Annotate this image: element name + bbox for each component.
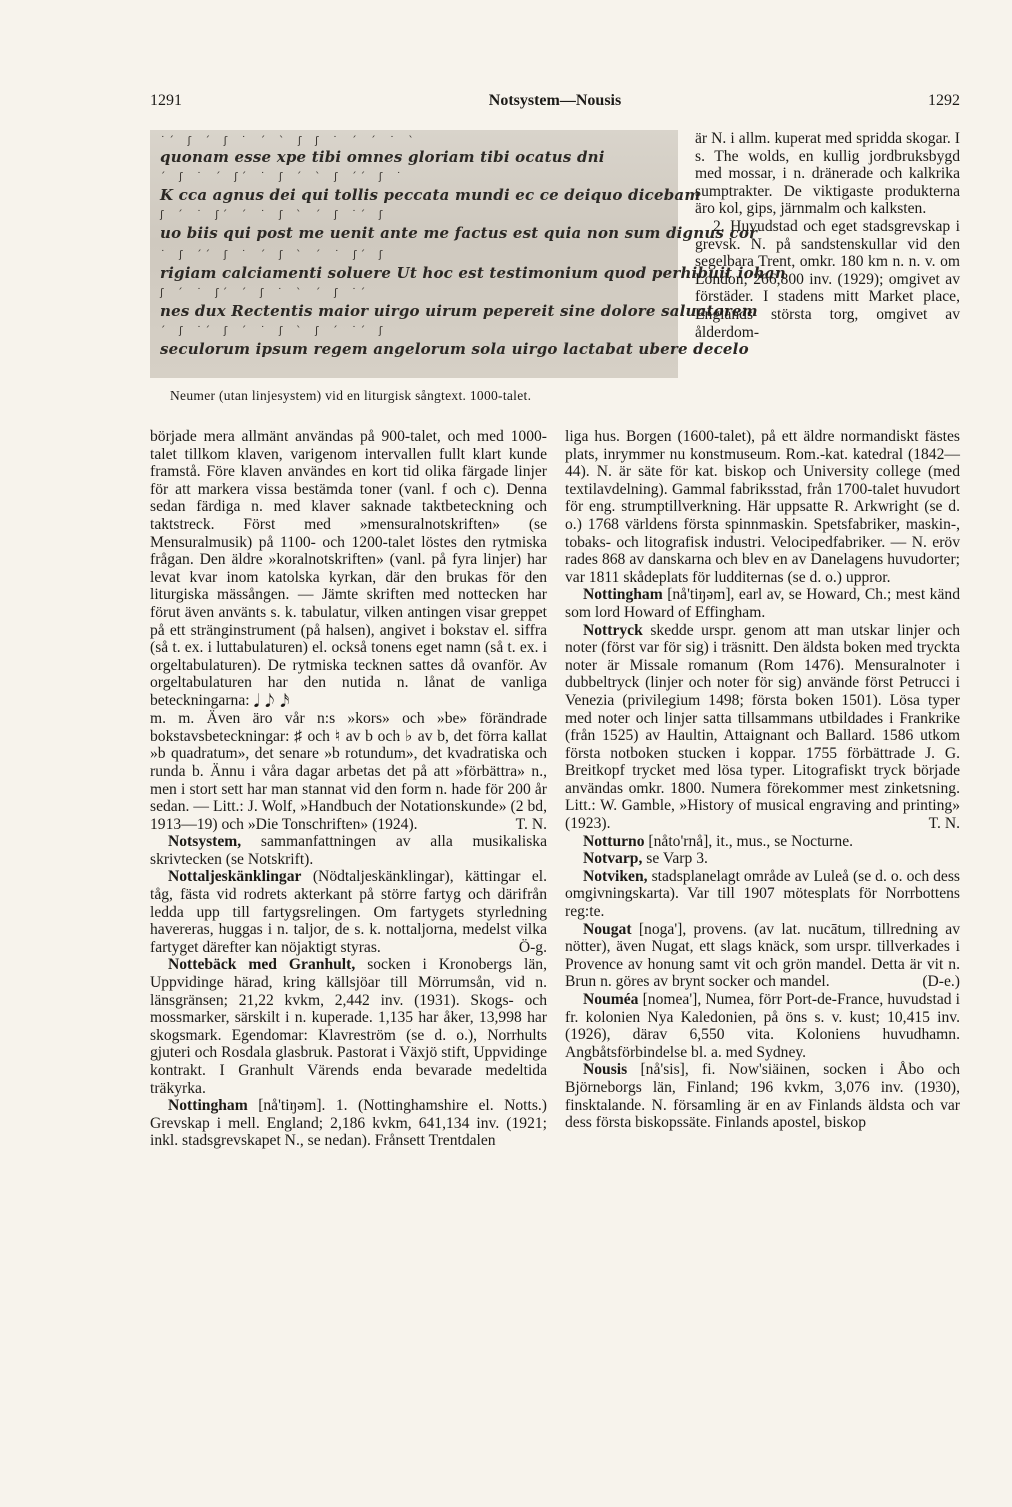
- entry: [150, 956, 547, 1097]
- neume-marks: ´ ʃ ˙ ́ ʃ ´ ˙ ʃ ˋ ʃ ´ ˙ ́ ʃ: [160, 324, 388, 337]
- manuscript-line: seculorum ipsum regem angelorum sola uirgo lactabat ubere decelo: [160, 340, 749, 358]
- note-symbols: 𝅘𝅥 𝅘𝅥𝅮 𝅘𝅥𝅯: [253, 690, 290, 712]
- entry-text: [nå'tiŋəm]. 1. (Nottinghamshire el. Notts.) Grevskap i mell. England; 2,186 kvkm, 641,134 inv. (1921; inkl. stadsgrevskapet N., se nedan). Frånsett Trentdalen: [150, 1097, 547, 1150]
- neume-marks: ʃ ´ ˙ ʃ ́ ´ ʃ ˙ ˋ ´ ʃ ˙ ́: [160, 286, 371, 299]
- running-header: [150, 92, 960, 116]
- entry-headword: Nottingham: [583, 586, 663, 604]
- entry-headword: Nottingham: [168, 1097, 248, 1115]
- signature: Ö-g.: [518, 938, 547, 956]
- entry: [565, 850, 960, 868]
- entry-headword: Notvarp,: [583, 850, 643, 868]
- manuscript-line: quonam esse xpe tibi omnes gloriam tibi ocatus dni: [160, 148, 605, 166]
- page-number-right: 1292: [928, 92, 960, 109]
- signature: T. N.: [928, 815, 960, 833]
- text-paragraph: är N. i allm. kuperat med spridda skogar. I s. The wolds, en kullig jordbruksbygd med mossar, i n. dränerade och kalkrika sumptrakter. De viktigaste produkterna äro kol, gips, järnmalm och kalksten.: [695, 130, 960, 218]
- entry-text: sammanfattningen av alla musikaliska skrivtecken (se Notskrift).: [150, 833, 547, 868]
- signature: (D-e.): [922, 973, 960, 991]
- entry: [150, 833, 547, 868]
- entry-headword: Nouméa: [583, 991, 639, 1008]
- neume-marks: ˙ ́ ʃ ´ ʃ ˙ ´ ˋ ʃ ʃ ˙ ´ ´ ˙ ˋ: [160, 134, 419, 147]
- entry-headword: Nousis: [583, 1061, 628, 1079]
- text-paragraph: liga hus. Borgen (1600-talet), på ett äldre normandiskt fästes plats, inrymmer nu konstmuseum. Rom.-kat. katedral (1842—44). N. är säte för kat. biskop och University college (med textilavdelning). Gammal fabriksstad, från 1700-talet huvudort för eng. strumptillverkning. Här uppsatte R. Arkwright (se d. o.) 1768 världens första spinnmaskin. Spetsfabriker, maskin-, tobaks- och litografisk industri. Velocipedfabriker. — N. eröv rades 868 av danskarna och blev en av Danelagens huvudorter; var 1811 skådeplats för ludditernas (se d. o.) uppror.: [565, 428, 960, 586]
- left-column: [150, 428, 547, 1150]
- entry: [565, 586, 960, 621]
- text-paragraph: 2. Huvudstad och eget stadsgrevskap i grevsk. N. på sandstenskullar vid den segelbara Trent, omkr. 180 km n. n. v. om London; 266,800 inv. (1929); omgivet av förstäder. I stadens mitt Market place, Englands största torg, omgivet av ålderdom-: [695, 217, 960, 341]
- entry: [565, 1061, 960, 1131]
- text-paragraph: [150, 428, 547, 710]
- entry-text: [nomea'], Numea, förr Port-de-France, huvudstad i fr. kolonien Nya Kaledonien, på öns s. v. kust; 10,415 inv. (1926), därav 6,550 vita. Koloniens huvudhamn. Angbåtsförbindelse bl. a. med Sydney.: [565, 991, 960, 1061]
- right-column: [565, 428, 960, 1132]
- manuscript-line: rigiam calciamenti soluere Ut hoc est testimonium quod perhibuit iohan: [160, 264, 786, 282]
- entry: [565, 921, 960, 991]
- entry: [150, 1097, 547, 1150]
- signature: T. N.: [515, 815, 547, 833]
- entry: [150, 868, 547, 956]
- neume-marks: ˙ ʃ ´ ́ ʃ ˙ ´ ʃ ˋ ´ ˙ ʃ ́ ʃ: [160, 248, 388, 261]
- entry-text: [nå'tiŋəm], earl av, se Howard, Ch.; mest känd som lord Howard of Effingham.: [565, 586, 960, 621]
- entry-text: stadsplanelagt område av Luleå (se d. o. och dess omgivningskarta). Var till 1907 mötesplats för Norrbottens reg:te.: [565, 867, 960, 921]
- entry: [565, 868, 960, 921]
- entry-headword: Nougat: [583, 920, 632, 938]
- entry-text: [nåto'rnå], it., mus., se Nocturne.: [648, 832, 854, 850]
- entry-headword: Notturno: [583, 832, 645, 850]
- text-paragraph: [150, 710, 547, 833]
- entry: [565, 991, 960, 1061]
- manuscript-line: uo biis qui post me uenit ante me factus est quia non sum dignus cor: [160, 224, 758, 242]
- header-title: Notsystem—Nousis: [488, 92, 622, 109]
- entry-text: socken i Kronobergs län, Uppvidinge härad, kring källsjöar till Mörrumsån, vid n. länsgränsen; 21,22 kvkm, 2,442 inv. (1931). Skogs- och mossmarker, särskilt i n. kuperade. 1,135 har åker, 13,998 har skogsmark. Egendomar: Klavreström (se d. o.), Norrhults gjuteri och Rosdala glasbruk. Pastorat i Växjö stift, Uppvidinge kontrakt. I Granhult Värends enda bevarade medeltida träkyrka.: [150, 956, 547, 1097]
- right-top-column: [695, 130, 960, 341]
- entry-headword: Nottaljeskänklingar: [168, 868, 302, 886]
- entry-text: [nå'sis], fi. Now'siäinen, socken i Åbo och Björneborgs län, Finland; 196 kvkm, 3,076 inv. (1930), finsktalande. N. församling är en av Finlands äldsta och var dess första biskopssäte. Finlands apostel, biskop: [565, 1061, 961, 1132]
- neume-marks: ʃ ´ ˙ ʃ ́ ´ ˙ ʃ ˋ ´ ʃ ˙ ́ ʃ: [160, 208, 388, 221]
- entry-text: (Nödtaljeskänklingar), kättingar el. tåg, fästa vid rodrets akterkant på större fartyg och därifrån ledda upp till fartygsrelingen. Om fartygets styrledning havereras, huggas i n. taljor, de s. k. nottaljorna, medelst vilka fartyget därefter kan nöjaktigt styras.: [150, 868, 547, 956]
- page-number-left: 1291: [150, 92, 182, 109]
- manuscript-line: K cca agnus dei qui tollis peccata mundi ec ce deiquo dicebam: [160, 186, 701, 204]
- entry-headword: Notviken,: [583, 867, 648, 885]
- paragraph-text: m. m. Även äro vår n:s »kors» och »be» förändrade bokstavsbeteckningar: ♯ och ♮ av b och ♭ av b, det förra kallat »b quadratum», det senare »b rotundum», det kvadratiska och runda b. Ännu i våra dagar arbetas det på att »förbättra» n., men i stort sett har man stannat vid den form n. hade för 200 år sedan. — Litt.: J. Wolf, »Handbuch der Notationskunde» (2 bd, 1913—19) och »Die Tonschriften» (1924).: [150, 710, 547, 833]
- neume-marks: ´ ʃ ˙ ´ ʃ ́ ˙ ʃ ´ ˋ ʃ ´ ́ ʃ ˙: [160, 170, 407, 183]
- paragraph-text: började mera allmänt användas på 900-talet, och med 1000-talet tillkom klaven, varigenom intervallen fullt klart kunde framstå. Före klaven användes en kort tid olika färgade linjer för att markera vissa bestämda toner (vanl. f och c). Denna sedan färdiga n. med klaver saknade taktbeteckning och taktstreck. Först med »mensuralnotskriften» (se Mensuralmusik) på 1100- och 1200-talet löstes den rytmiska frågan. Den äldre »koralnotskriften» (vanl. på fyra linjer) har levat kvar inom katolska kyrkan, där den brukas för den liturgiska mässången. — Jämte skriften med nottecken har förut även använts s. k. tabulatur, vilken antingen visar greppet på ett stränginstrument (på halsen), angivet i bokstav el. siffra (så t. ex. i luttabulaturen) el. också tonens eget namn (så t. ex. i orgeltabulaturen). De rytmiska tecknen sattes då ovanför. Av orgeltabulaturen har den nutida n. lånat de vanliga beteckningarna:: [150, 428, 547, 709]
- neume-figure: [150, 130, 786, 403]
- entry-text: skedde urspr. genom att man utskar linjer och noter (först var för sig) i träsnitt. Den äldsta boken med tryckta noter är Missale romanum (Rom 1476). Mensuralnoter i dubbeltryck (linjer och noter för sig) använde först Petrucci i Venezia (privilegium 1498; första boken 1501). Lösa typer med noter och linjer satta tillsammans utbildades i Frankrike (från 1525) av Haultin, Attaignant och Ballard. 1586 utkom första notboken stucken i koppar. 1755 förbättrade J. G. Breitkopf trycket med lösa typer. Litografiskt tryck började användas omkr. 1800. Numera förekommer mest zinketsning. Litt.: W. Gamble, »History of musical engraving and printing» (1923).: [565, 621, 960, 833]
- entry-headword: Notsystem,: [168, 833, 242, 851]
- entry-text: [noga'], provens. (av lat. nucātum, tillredning av nötter), även Nugat, ett slags knäck, som urspr. tillverkades i Provence av honung samt vit och grön mandel. Detta är vit n. Brun n. göres av brynt socker och mandel.: [565, 920, 960, 991]
- manuscript-image: [150, 130, 786, 378]
- entry: [565, 833, 960, 851]
- figure-caption: Neumer (utan linjesystem) vid en liturgisk sångtext. 1000-talet.: [170, 388, 532, 403]
- entry: [565, 622, 960, 833]
- entry-headword: Nottebäck med Granhult,: [168, 956, 356, 974]
- entry-headword: Nottryck: [583, 621, 643, 639]
- entry-text: se Varp 3.: [646, 850, 708, 868]
- manuscript-line: nes dux Rectentis maior uirgo uirum pepereit sine dolore saluatorem: [160, 302, 758, 320]
